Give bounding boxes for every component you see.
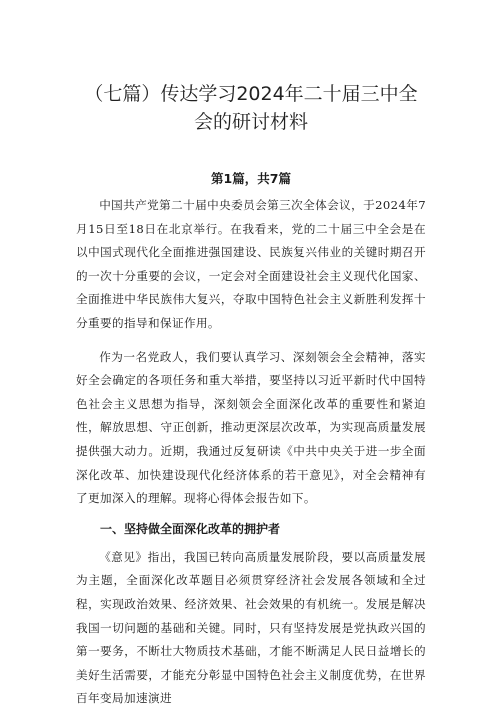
part-label: 第1篇，共7篇 (211, 171, 291, 186)
body-paragraph-2: 作为一名党政人，我们要认真学习、深刻领会全会精神，落实好全会确定的各项任务和重大举措，要坚持以习近平新时代中国特色社会主义思想为指导，深刻领会全面深化改革的重要性和紧迫性，解放思想、守正创新，推动更深层次改革，为实现高质量发展提供强大动力。近期，我通过反复研读《中共中央关于进一步全面深化改革、加快建设现代化经济体系的若干意见》，对全会精神有了更加深入的理解。现将心得体会报告如下。 (76, 349, 426, 506)
section-paragraph: 《意见》指出，我国已转向高质量发展阶段，要以高质量发展为主题，全面深化改革题目必须贯穿经济社会发展各领域和全过程，实现政治效果、经济效果、社会效果的有机统一。发展是解决我国一切问题的基础和关键。同时，只有坚持发展是党执政兴国的第一要务，不断壮大物质技术基础，才能不断满足人民日益增长的美好生活需要，才能充分彰显中国特色社会主义制度优势，在世界百年变局加速演进 (76, 549, 426, 706)
section-heading: 一、坚持做全面深化改革的拥护者 (100, 521, 281, 536)
body-paragraph-1: 中国共产党第二十届中央委员会第三次全体会议，于2024年7月15日至18日在北京举行。在我看来，党的二十届三中全会是在以中国式现代化全面推进强国建设、民族复兴伟业的关键时期召开的一次十分重要的会议，一定会对全面建设社会主义现代化国家、全面推进中华民族伟大复兴，夺取中国特色社会主义新胜利发挥十分重要的指导和保证作用。 (76, 198, 426, 330)
document-title: （七篇）传达学习2024年二十届三中全会的研讨材料 (84, 83, 418, 133)
